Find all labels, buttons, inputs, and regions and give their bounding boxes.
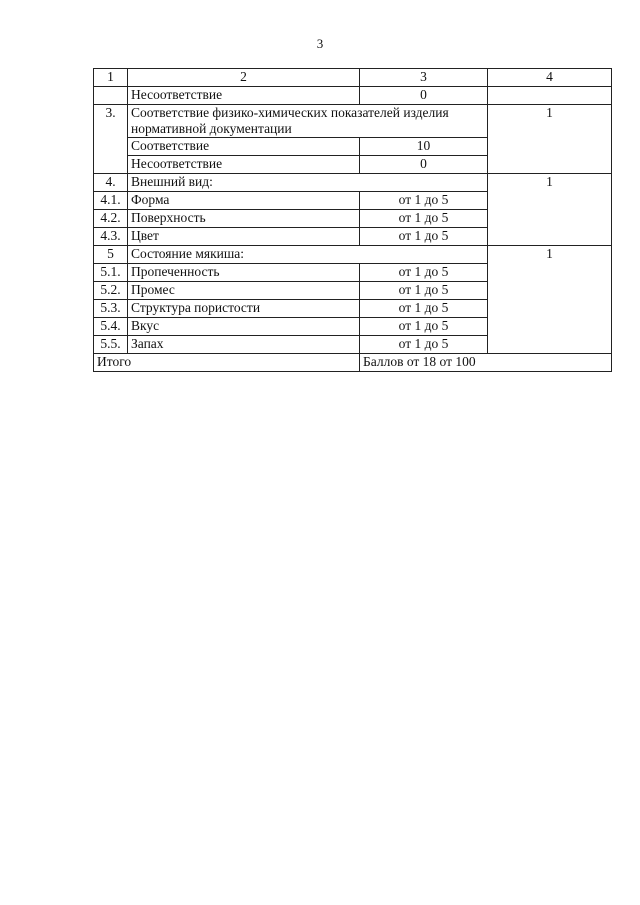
item-num: 5.5. <box>94 336 128 354</box>
header-col-1: 1 <box>94 69 128 87</box>
row-label: Несоответствие <box>128 87 360 105</box>
item-num: 5.1. <box>94 264 128 282</box>
item-num: 5.3. <box>94 300 128 318</box>
total-value: Баллов от 18 от 100 <box>360 354 612 372</box>
section-3-row <box>94 105 612 138</box>
item-label: Пропеченность <box>128 264 360 282</box>
item-value: от 1 до 5 <box>360 318 488 336</box>
row-value: 0 <box>360 87 488 105</box>
row-weight-empty <box>488 87 612 105</box>
item-label: Поверхность <box>128 210 360 228</box>
section-5-label: Состояние мякиша: <box>128 246 488 264</box>
item-num: 4.2. <box>94 210 128 228</box>
section-5-weight: 1 <box>488 246 612 354</box>
header-col-4: 4 <box>488 69 612 87</box>
item-value: от 1 до 5 <box>360 192 488 210</box>
section-5-row <box>94 246 612 264</box>
item-label: Цвет <box>128 228 360 246</box>
table-header-row <box>94 69 612 87</box>
section-3-sub1-label: Соответствие <box>128 138 360 156</box>
row-num-empty <box>94 87 128 105</box>
section-3-sub2-value: 0 <box>360 156 488 174</box>
section-4-weight: 1 <box>488 174 612 246</box>
item-value: от 1 до 5 <box>360 336 488 354</box>
item-label: Запах <box>128 336 360 354</box>
section-4-num: 4. <box>94 174 128 192</box>
section-5-num: 5 <box>94 246 128 264</box>
header-col-3: 3 <box>360 69 488 87</box>
section-3-weight: 1 <box>488 105 612 174</box>
header-col-2: 2 <box>128 69 360 87</box>
item-label: Форма <box>128 192 360 210</box>
section-3-sub1-value: 10 <box>360 138 488 156</box>
item-value: от 1 до 5 <box>360 300 488 318</box>
scoring-table <box>93 68 612 372</box>
item-value: от 1 до 5 <box>360 264 488 282</box>
section-4-label: Внешний вид: <box>128 174 488 192</box>
item-label: Структура пористости <box>128 300 360 318</box>
item-value: от 1 до 5 <box>360 228 488 246</box>
item-value: от 1 до 5 <box>360 210 488 228</box>
item-label: Промес <box>128 282 360 300</box>
section-3-num: 3. <box>94 105 128 174</box>
section-4-row <box>94 174 612 192</box>
page-number: 3 <box>316 36 324 51</box>
total-label: Итого <box>94 354 360 372</box>
item-value: от 1 до 5 <box>360 282 488 300</box>
section-3-sub2-label: Несоответствие <box>128 156 360 174</box>
item-num: 4.1. <box>94 192 128 210</box>
total-row <box>94 354 612 372</box>
table-row <box>94 87 612 105</box>
section-3-label: Соответствие физико-химических показателей изделия нормативной документации <box>128 105 488 138</box>
item-label: Вкус <box>128 318 360 336</box>
item-num: 4.3. <box>94 228 128 246</box>
item-num: 5.4. <box>94 318 128 336</box>
item-num: 5.2. <box>94 282 128 300</box>
